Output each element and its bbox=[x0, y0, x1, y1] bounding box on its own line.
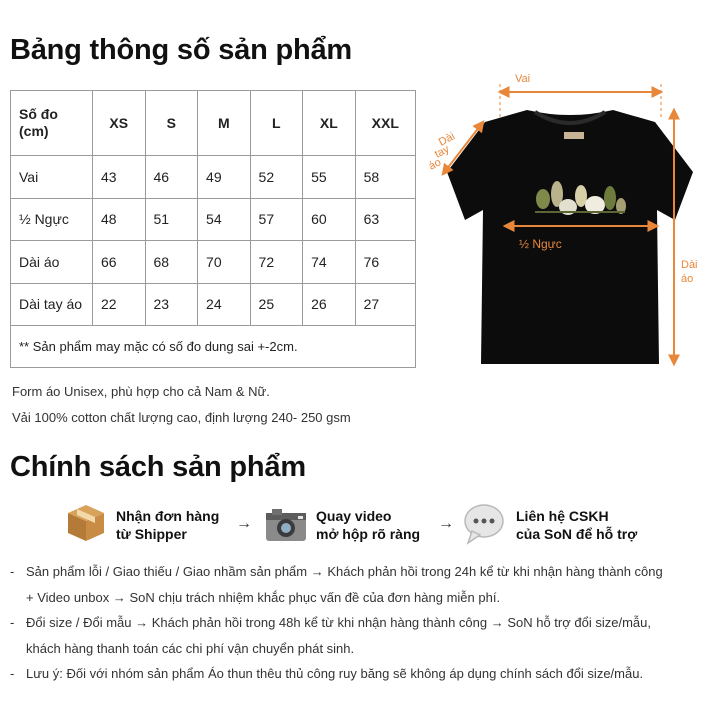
row-label: Dài tay áo bbox=[11, 283, 93, 326]
size-header-xl: XL bbox=[303, 91, 356, 156]
step-arrow-2: → bbox=[438, 515, 454, 532]
row-label: Vai bbox=[11, 156, 93, 199]
step-contact bbox=[516, 507, 637, 543]
sleeve-label-1: Dài bbox=[436, 130, 457, 149]
table-cell: 51 bbox=[145, 198, 198, 241]
policy-item-defect bbox=[10, 559, 710, 611]
brand-label-patch bbox=[564, 132, 584, 139]
table-header-row bbox=[11, 91, 416, 156]
table-cell: 48 bbox=[93, 198, 146, 241]
table-cell: 25 bbox=[250, 283, 303, 326]
size-header-m: M bbox=[198, 91, 251, 156]
table-cell: 63 bbox=[355, 198, 415, 241]
step-receive bbox=[116, 507, 219, 543]
table-cell: 68 bbox=[145, 241, 198, 284]
header-label-line1: Số đo bbox=[19, 106, 58, 122]
size-chart-title: Bảng thông số sản phẩm bbox=[10, 34, 352, 66]
table-cell: 49 bbox=[198, 156, 251, 199]
table-row bbox=[11, 241, 416, 284]
table-cell: 57 bbox=[250, 198, 303, 241]
policy-title: Chính sách sản phẩm bbox=[10, 451, 306, 483]
size-header-s: S bbox=[145, 91, 198, 156]
list-dash: - bbox=[10, 615, 15, 630]
table-note-row bbox=[11, 326, 416, 368]
table-cell: 22 bbox=[93, 283, 146, 326]
table-cell: 76 bbox=[355, 241, 415, 284]
table-row bbox=[11, 156, 416, 199]
size-header-l: L bbox=[250, 91, 303, 156]
table-cell: 60 bbox=[303, 198, 356, 241]
table-cell: 26 bbox=[303, 283, 356, 326]
sleeve-label-2: tay bbox=[432, 143, 452, 161]
spec-line-form: Form áo Unisex, phù hợp cho cả Nam & Nữ. bbox=[12, 384, 270, 399]
table-cell: 74 bbox=[303, 241, 356, 284]
chat-bubble-icon bbox=[462, 501, 506, 545]
length-label-1: Dài bbox=[681, 259, 698, 271]
row-label: ½ Ngực bbox=[11, 198, 93, 241]
shirt-measurement-diagram bbox=[425, 62, 715, 382]
policy-item-exchange-line1: Đổi size / Đổi mẫu → Khách phản hồi trong 48h kể từ khi nhận hàng thành công → SoN hỗ trợ đổi size/mẫu, bbox=[26, 615, 651, 630]
policy-item-note-line1: Lưu ý: Đối với nhóm sản phẩm Áo thun thêu thủ công ruy băng sẽ không áp dụng chính sách đổi size/mẫu. bbox=[26, 666, 644, 681]
tshirt-shape bbox=[447, 110, 693, 364]
step-record-line2: mở hộp rõ ràng bbox=[316, 526, 421, 542]
step-receive-line1: Nhận đơn hàng bbox=[116, 508, 220, 524]
policy-item-defect-line2: + Video unbox → SoN chịu trách nhiệm khắc phục vấn đề của đơn hàng miễn phí. bbox=[26, 590, 501, 605]
policy-item-exchange-line2: khách hàng thanh toán các chi phí vận chuyển phát sinh. bbox=[26, 641, 355, 656]
camera-icon bbox=[264, 503, 308, 547]
size-table bbox=[10, 90, 416, 368]
header-label-line2: (cm) bbox=[19, 123, 49, 139]
row-label: Dài áo bbox=[11, 241, 93, 284]
table-cell: 72 bbox=[250, 241, 303, 284]
list-dash: - bbox=[10, 564, 15, 579]
step-record bbox=[316, 507, 420, 543]
table-cell: 23 bbox=[145, 283, 198, 326]
size-header-xs: XS bbox=[93, 91, 146, 156]
table-cell: 58 bbox=[355, 156, 415, 199]
table-cell: 43 bbox=[93, 156, 146, 199]
policy-item-exchange bbox=[10, 610, 710, 662]
step-contact-line2: của SoN để hỗ trợ bbox=[516, 526, 638, 542]
table-cell: 46 bbox=[145, 156, 198, 199]
table-cell: 55 bbox=[303, 156, 356, 199]
step-receive-line2: từ Shipper bbox=[116, 526, 187, 542]
step-contact-line1: Liên hệ CSKH bbox=[516, 508, 609, 524]
header-label-cell bbox=[11, 91, 93, 156]
table-cell: 66 bbox=[93, 241, 146, 284]
table-cell: 52 bbox=[250, 156, 303, 199]
list-dash: - bbox=[10, 666, 15, 681]
spec-line-fabric: Vải 100% cotton chất lượng cao, định lượng 240- 250 gsm bbox=[12, 410, 351, 425]
policy-item-defect-line1: Sản phẩm lỗi / Giao thiếu / Giao nhầm sản phẩm → Khách phản hồi trong 24h kể từ khi nhận hàng thành công bbox=[26, 564, 663, 579]
table-cell: 70 bbox=[198, 241, 251, 284]
tolerance-note: ** Sản phẩm may mặc có số đo dung sai +-2cm. bbox=[11, 326, 416, 368]
step-arrow-1: → bbox=[236, 515, 252, 532]
table-cell: 54 bbox=[198, 198, 251, 241]
step-record-line1: Quay video bbox=[316, 508, 392, 524]
length-label-2: áo bbox=[681, 273, 694, 285]
policy-item-note bbox=[10, 661, 710, 687]
table-cell: 24 bbox=[198, 283, 251, 326]
table-row bbox=[11, 198, 416, 241]
chest-label: ½ Ngực bbox=[519, 237, 562, 251]
table-row bbox=[11, 283, 416, 326]
table-cell: 27 bbox=[355, 283, 415, 326]
package-box-icon bbox=[64, 501, 108, 545]
size-header-xxl: XXL bbox=[355, 91, 415, 156]
shoulder-label: Vai bbox=[515, 73, 531, 85]
sleeve-label-3: áo bbox=[426, 156, 444, 173]
